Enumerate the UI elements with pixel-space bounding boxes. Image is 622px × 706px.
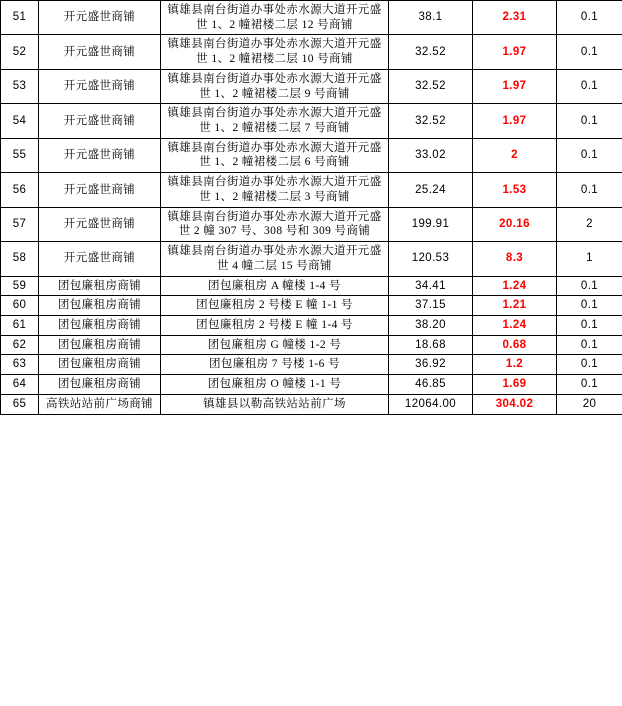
table-row xyxy=(1,207,622,241)
cell-price: 1.69 xyxy=(473,375,557,395)
table-row xyxy=(1,394,622,414)
table-row xyxy=(1,69,622,103)
cell-index: 61 xyxy=(1,315,39,335)
cell-address: 镇雄县南台街道办事处赤水源大道开元盛世 1、2 幢裙楼二层 3 号商铺 xyxy=(161,173,389,207)
cell-name: 开元盛世商铺 xyxy=(39,69,161,103)
cell-address: 镇雄县南台街道办事处赤水源大道开元盛世 1、2 幢裙楼二层 12 号商铺 xyxy=(161,1,389,35)
cell-quantity: 0.1 xyxy=(557,335,622,355)
cell-name: 开元盛世商铺 xyxy=(39,104,161,138)
cell-quantity: 0.1 xyxy=(557,276,622,296)
table-row xyxy=(1,315,622,335)
cell-address: 团包廉租房 2 号楼 E 幢 1-1 号 xyxy=(161,296,389,316)
cell-index: 53 xyxy=(1,69,39,103)
cell-price: 304.02 xyxy=(473,394,557,414)
cell-address: 镇雄县南台街道办事处赤水源大道开元盛世 2 幢 307 号、308 号和 309 号商铺 xyxy=(161,207,389,241)
cell-quantity: 0.1 xyxy=(557,1,622,35)
table-row xyxy=(1,276,622,296)
cell-index: 59 xyxy=(1,276,39,296)
cell-name: 开元盛世商铺 xyxy=(39,242,161,276)
cell-index: 51 xyxy=(1,1,39,35)
cell-area: 32.52 xyxy=(389,104,473,138)
cell-area: 120.53 xyxy=(389,242,473,276)
table-row xyxy=(1,173,622,207)
cell-area: 46.85 xyxy=(389,375,473,395)
table-row xyxy=(1,296,622,316)
cell-price: 1.97 xyxy=(473,35,557,69)
cell-quantity: 0.1 xyxy=(557,375,622,395)
cell-index: 57 xyxy=(1,207,39,241)
table-row xyxy=(1,35,622,69)
cell-quantity: 1 xyxy=(557,242,622,276)
cell-address: 团包廉租房 7 号楼 1-6 号 xyxy=(161,355,389,375)
cell-quantity: 0.1 xyxy=(557,104,622,138)
cell-price: 8.3 xyxy=(473,242,557,276)
cell-area: 33.02 xyxy=(389,138,473,172)
cell-address: 团包廉租房 O 幢楼 1-1 号 xyxy=(161,375,389,395)
cell-quantity: 0.1 xyxy=(557,315,622,335)
cell-price: 1.97 xyxy=(473,69,557,103)
cell-quantity: 0.1 xyxy=(557,296,622,316)
cell-name: 高铁站站前广场商铺 xyxy=(39,394,161,414)
table-body xyxy=(1,1,622,415)
cell-area: 38.20 xyxy=(389,315,473,335)
cell-area: 34.41 xyxy=(389,276,473,296)
cell-name: 开元盛世商铺 xyxy=(39,1,161,35)
cell-quantity: 0.1 xyxy=(557,173,622,207)
cell-index: 62 xyxy=(1,335,39,355)
cell-quantity: 2 xyxy=(557,207,622,241)
cell-name: 开元盛世商铺 xyxy=(39,35,161,69)
cell-price: 1.24 xyxy=(473,276,557,296)
cell-address: 镇雄县南台街道办事处赤水源大道开元盛世 1、2 幢裙楼二层 6 号商铺 xyxy=(161,138,389,172)
cell-name: 团包廉租房商铺 xyxy=(39,375,161,395)
cell-price: 2.31 xyxy=(473,1,557,35)
table-row xyxy=(1,375,622,395)
cell-price: 1.2 xyxy=(473,355,557,375)
table-row xyxy=(1,138,622,172)
cell-name: 团包廉租房商铺 xyxy=(39,315,161,335)
cell-index: 55 xyxy=(1,138,39,172)
table-row xyxy=(1,355,622,375)
cell-price: 2 xyxy=(473,138,557,172)
cell-address: 镇雄县南台街道办事处赤水源大道开元盛世 1、2 幢裙楼二层 7 号商铺 xyxy=(161,104,389,138)
cell-index: 52 xyxy=(1,35,39,69)
cell-index: 63 xyxy=(1,355,39,375)
cell-area: 38.1 xyxy=(389,1,473,35)
cell-price: 0.68 xyxy=(473,335,557,355)
cell-quantity: 0.1 xyxy=(557,355,622,375)
cell-area: 199.91 xyxy=(389,207,473,241)
cell-quantity: 0.1 xyxy=(557,138,622,172)
cell-area: 25.24 xyxy=(389,173,473,207)
cell-area: 12064.00 xyxy=(389,394,473,414)
cell-address: 团包廉租房 2 号楼 E 幢 1-4 号 xyxy=(161,315,389,335)
cell-address: 镇雄县南台街道办事处赤水源大道开元盛世 1、2 幢裙楼二层 9 号商铺 xyxy=(161,69,389,103)
table-row xyxy=(1,335,622,355)
cell-address: 团包廉租房 G 幢楼 1-2 号 xyxy=(161,335,389,355)
cell-name: 开元盛世商铺 xyxy=(39,207,161,241)
cell-price: 1.24 xyxy=(473,315,557,335)
cell-price: 1.21 xyxy=(473,296,557,316)
cell-name: 团包廉租房商铺 xyxy=(39,335,161,355)
cell-price: 1.97 xyxy=(473,104,557,138)
cell-address: 镇雄县南台街道办事处赤水源大道开元盛世 4 幢二层 15 号商铺 xyxy=(161,242,389,276)
cell-quantity: 0.1 xyxy=(557,69,622,103)
cell-area: 37.15 xyxy=(389,296,473,316)
table-row xyxy=(1,242,622,276)
cell-address: 团包廉租房 A 幢楼 1-4 号 xyxy=(161,276,389,296)
cell-quantity: 20 xyxy=(557,394,622,414)
cell-area: 32.52 xyxy=(389,69,473,103)
cell-name: 开元盛世商铺 xyxy=(39,138,161,172)
cell-index: 56 xyxy=(1,173,39,207)
cell-index: 64 xyxy=(1,375,39,395)
cell-index: 54 xyxy=(1,104,39,138)
cell-address: 镇雄县以勒高铁站站前广场 xyxy=(161,394,389,414)
cell-index: 65 xyxy=(1,394,39,414)
cell-price: 1.53 xyxy=(473,173,557,207)
table-row xyxy=(1,104,622,138)
cell-name: 团包廉租房商铺 xyxy=(39,276,161,296)
cell-name: 开元盛世商铺 xyxy=(39,173,161,207)
cell-price: 20.16 xyxy=(473,207,557,241)
cell-area: 18.68 xyxy=(389,335,473,355)
cell-index: 60 xyxy=(1,296,39,316)
cell-index: 58 xyxy=(1,242,39,276)
cell-area: 32.52 xyxy=(389,35,473,69)
cell-quantity: 0.1 xyxy=(557,35,622,69)
table-row xyxy=(1,1,622,35)
cell-address: 镇雄县南台街道办事处赤水源大道开元盛世 1、2 幢裙楼二层 10 号商铺 xyxy=(161,35,389,69)
cell-area: 36.92 xyxy=(389,355,473,375)
cell-name: 团包廉租房商铺 xyxy=(39,296,161,316)
cell-name: 团包廉租房商铺 xyxy=(39,355,161,375)
